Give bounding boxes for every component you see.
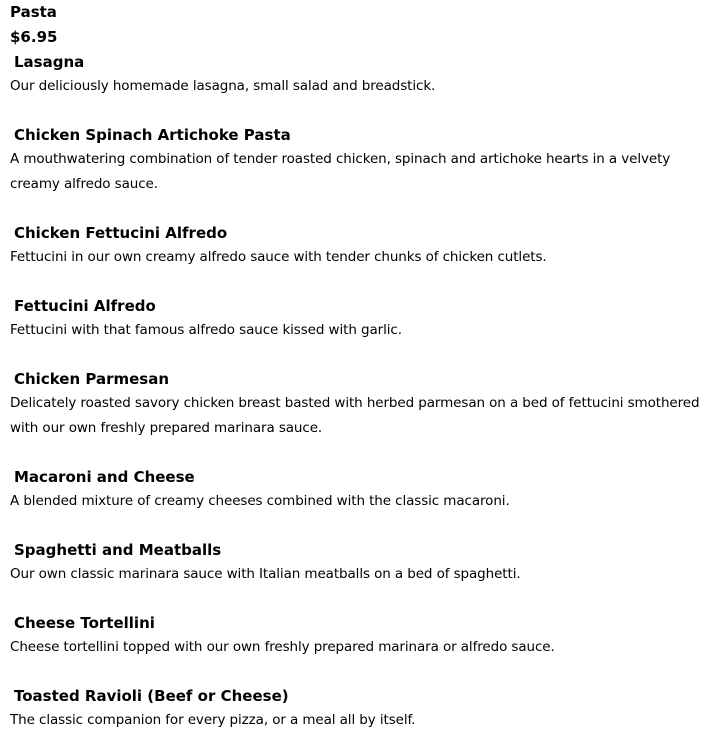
item-name: Toasted Ravioli (Beef or Cheese) [14, 687, 289, 705]
menu-item-chicken-parmesan [10, 367, 718, 441]
pasta-menu [10, 0, 718, 733]
item-name: Lasagna [14, 53, 85, 71]
item-spacer [10, 587, 718, 611]
item-description: The classic companion for every pizza, or a meal all by itself. [10, 712, 416, 728]
item-name: Cheese Tortellini [14, 614, 155, 632]
section-title: Pasta [10, 3, 57, 21]
item-description: Cheese tortellini topped with our own freshly prepared marinara or alfredo sauce. [10, 639, 555, 655]
menu-item-list [10, 50, 718, 733]
item-name: Chicken Spinach Artichoke Pasta [14, 126, 291, 144]
menu-item-chicken-spinach-artichoke-pasta [10, 123, 718, 197]
menu-item-spaghetti-and-meatballs [10, 538, 718, 587]
menu-item-lasagna [10, 50, 718, 99]
item-name: Fettucini Alfredo [14, 297, 156, 315]
item-spacer [10, 343, 718, 367]
menu-item-fettucini-alfredo [10, 294, 718, 343]
item-description: A blended mixture of creamy cheeses combined with the classic macaroni. [10, 493, 510, 509]
menu-item-cheese-tortellini [10, 611, 718, 660]
item-spacer [10, 514, 718, 538]
item-spacer [10, 270, 718, 294]
item-description: Fettucini in our own creamy alfredo sauce with tender chunks of chicken cutlets. [10, 249, 547, 265]
item-spacer [10, 99, 718, 123]
item-description: Our deliciously homemade lasagna, small salad and breadstick. [10, 78, 436, 94]
item-spacer [10, 197, 718, 221]
item-description: Delicately roasted savory chicken breast basted with herbed parmesan on a bed of fettucini smothered with our own freshly prepared marinara sauce. [10, 395, 700, 436]
item-description: Our own classic marinara sauce with Italian meatballs on a bed of spaghetti. [10, 566, 521, 582]
item-description: A mouthwatering combination of tender roasted chicken, spinach and artichoke hearts in a velvety creamy alfredo sauce. [10, 151, 671, 192]
item-spacer [10, 660, 718, 684]
item-name: Chicken Parmesan [14, 370, 170, 388]
section-price: $6.95 [10, 28, 58, 46]
item-name: Macaroni and Cheese [14, 468, 195, 486]
item-description: Fettucini with that famous alfredo sauce kissed with garlic. [10, 322, 402, 338]
menu-item-macaroni-and-cheese [10, 465, 718, 514]
item-name: Spaghetti and Meatballs [14, 541, 222, 559]
menu-item-chicken-fettucini-alfredo [10, 221, 718, 270]
item-name: Chicken Fettucini Alfredo [14, 224, 228, 242]
menu-item-toasted-ravioli [10, 684, 718, 733]
item-spacer [10, 441, 718, 465]
